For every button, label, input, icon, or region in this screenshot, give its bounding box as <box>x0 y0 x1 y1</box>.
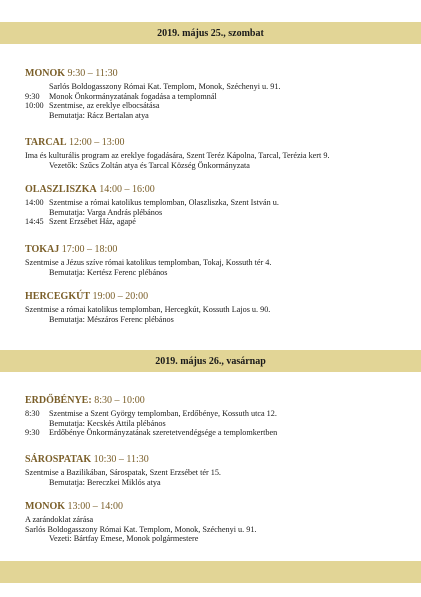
event-heading <box>25 184 405 196</box>
line-text: Sarlós Boldogasszony Római Kat. Templom, Monok, Széchenyi u. 91. <box>49 82 281 91</box>
line-time: 10:00 <box>25 101 44 111</box>
event-line <box>25 268 405 278</box>
line-text: Bemutatja: Kecskés Attila plébános <box>49 418 166 428</box>
event-time: 19:00 – 20:00 <box>92 291 149 302</box>
event-time: 14:00 – 16:00 <box>99 184 155 195</box>
event-block <box>25 395 405 438</box>
event-line <box>25 198 405 208</box>
event-heading <box>25 137 405 149</box>
event-place: MONOK <box>25 501 65 512</box>
line-time: 9:30 <box>25 428 40 438</box>
line-text: Erdőbénye Önkormányzatának szeretetvendégsége a templomkertben <box>49 428 278 438</box>
line-text: Sarlós Boldogasszony Római Kat. Templom, Monok, Széchenyi u. 91. <box>25 524 257 534</box>
line-text: Monok Önkormányzatának fogadása a templomnál <box>49 91 217 101</box>
event-line <box>25 161 405 171</box>
line-time: 14:00 <box>25 198 44 207</box>
line-text: Szentmise a római katolikus templomban, Olaszliszka, Szent István u. <box>49 198 279 207</box>
event-line <box>25 305 405 315</box>
event-time: 8:30 – 10:00 <box>94 395 145 406</box>
event-place: TARCAL <box>25 137 67 148</box>
line-text: Szentmise a Bazilikában, Sárospatak, Szent Erzsébet tér 15. <box>25 468 221 477</box>
day-header-saturday <box>0 22 421 44</box>
line-text: Szentmise a Szent György templomban, Erdőbénye, Kossuth utca 12. <box>49 409 277 418</box>
event-line <box>25 111 405 121</box>
event-line <box>25 101 405 111</box>
line-text: Vezeti: Bártfay Emese, Monok polgármestere <box>49 534 199 544</box>
line-text: Bemutatja: Varga András plébános <box>49 207 163 217</box>
event-line <box>25 428 405 438</box>
event-line <box>25 92 405 102</box>
event-place: OLASZLISZKA <box>25 184 97 195</box>
line-time: 9:30 <box>25 91 40 101</box>
day-title: 2019. május 25., szombat <box>157 27 264 39</box>
line-text: Bemutatja: Mészáros Ferenc plébános <box>49 314 174 324</box>
event-line <box>25 525 405 535</box>
event-block <box>25 291 405 324</box>
event-time: 10:30 – 11:30 <box>93 454 149 465</box>
event-place: ERDŐBÉNYE: <box>25 395 92 406</box>
event-block <box>25 137 405 170</box>
line-text: Bemutatja: Kertész Ferenc plébános <box>49 267 168 277</box>
event-line <box>25 315 405 325</box>
line-text: Vezetők: Szűcs Zoltán atya és Tarcal Község Önkormányzata <box>49 160 250 170</box>
event-line <box>25 515 405 525</box>
day-title: 2019. május 26., vasárnap <box>155 355 266 367</box>
event-block <box>25 454 405 487</box>
event-heading <box>25 454 405 466</box>
event-block <box>25 184 405 227</box>
event-block <box>25 501 405 544</box>
event-time: 12:00 – 13:00 <box>68 137 125 148</box>
event-place: HERCEGKÚT <box>25 291 91 302</box>
event-heading <box>25 291 405 303</box>
event-place: TOKAJ <box>25 244 60 255</box>
event-block <box>25 244 405 277</box>
event-heading <box>25 501 405 513</box>
footer-bar <box>0 561 421 583</box>
line-text: Szent Erzsébet Ház, agapé <box>49 217 136 227</box>
event-time: 13:00 – 14:00 <box>67 501 124 512</box>
event-time: 9:30 – 11:30 <box>67 68 118 79</box>
event-line <box>25 478 405 488</box>
line-text: Szentmise, az ereklye elbocsátása <box>49 101 160 111</box>
event-line <box>25 258 405 268</box>
event-line <box>25 534 405 544</box>
line-text: Szentmise a Jézus szíve római katolikus templomban, Tokaj, Kossuth tér 4. <box>25 258 272 267</box>
event-block <box>25 68 405 120</box>
event-heading <box>25 244 405 256</box>
day-header-sunday <box>0 350 421 372</box>
event-time: 17:00 – 18:00 <box>61 244 118 255</box>
event-line <box>25 468 405 478</box>
event-place: SÁROSPATAK <box>25 454 92 465</box>
event-line <box>25 151 405 161</box>
line-time: 14:45 <box>25 217 44 227</box>
line-text: Szentmise a római katolikus templomban, Hercegkút, Kossuth Lajos u. 90. <box>25 305 271 314</box>
event-line <box>25 82 405 92</box>
line-text: Ima és kulturális program az ereklye fogadására, Szent Teréz Kápolna, Tarcal, Terézia kert 9. <box>25 151 330 160</box>
event-heading <box>25 68 405 80</box>
line-text: Bemutatja: Bereczkei Miklós atya <box>49 477 161 487</box>
line-text: A zarándoklat zárása <box>25 515 94 524</box>
line-text: Bemutatja: Rácz Bertalan atya <box>49 110 149 120</box>
event-place: MONOK <box>25 68 65 79</box>
line-time: 8:30 <box>25 409 40 418</box>
event-line <box>25 208 405 218</box>
event-line <box>25 419 405 429</box>
event-heading <box>25 395 405 407</box>
event-line <box>25 409 405 419</box>
event-line <box>25 217 405 227</box>
